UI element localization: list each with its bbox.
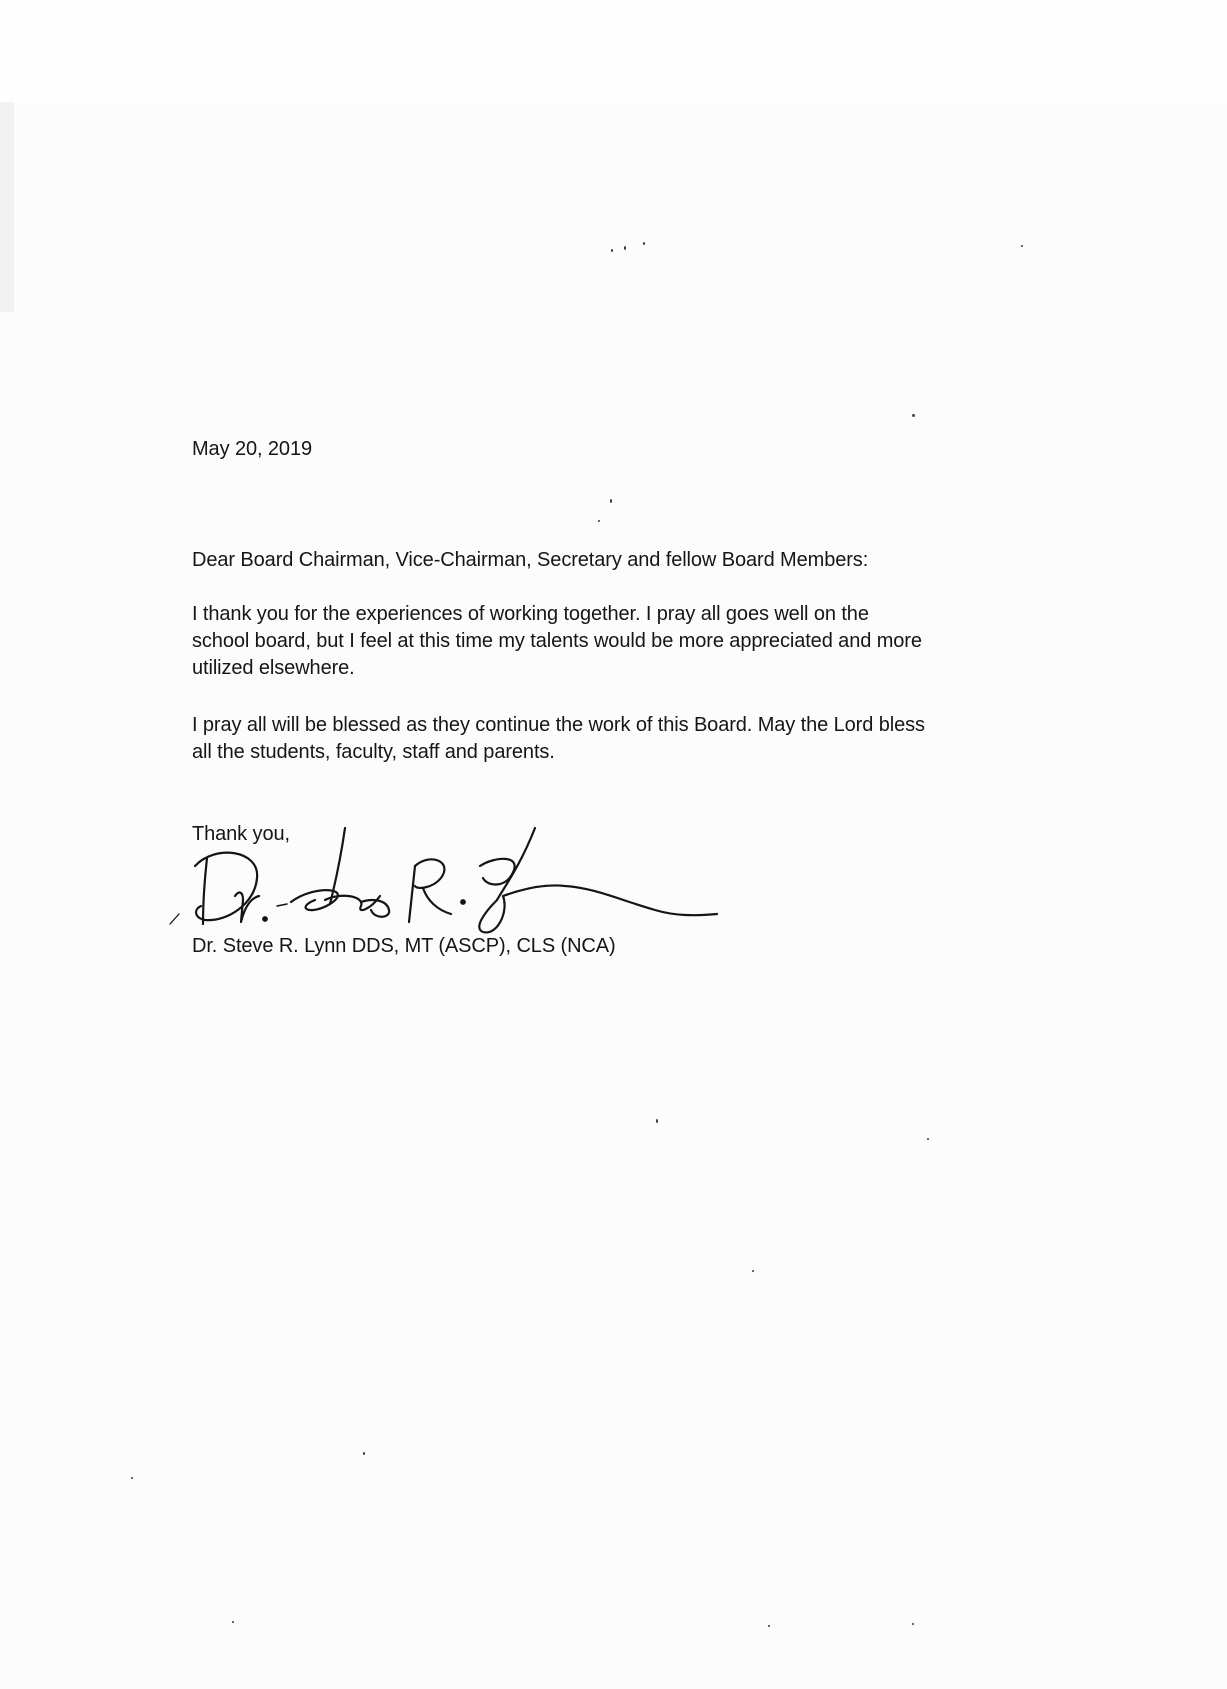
salutation: Dear Board Chairman, Vice-Chairman, Secretary and fellow Board Members: xyxy=(192,549,869,571)
scan-speck xyxy=(1021,245,1023,247)
scan-speck xyxy=(610,499,612,503)
scan-left-shadow xyxy=(0,102,14,312)
scan-speck xyxy=(912,414,915,417)
scan-speck xyxy=(768,1625,770,1627)
scan-speck xyxy=(927,1138,929,1140)
paragraph-1-line: school board, but I feel at this time my talents would be more appreciated and more xyxy=(192,630,922,652)
scan-top-margin xyxy=(0,0,1227,102)
paragraph-1-line: I thank you for the experiences of working together. I pray all goes well on the xyxy=(192,603,869,625)
handwritten-signature xyxy=(165,826,720,934)
paragraph-2 xyxy=(192,712,925,766)
letter-date: May 20, 2019 xyxy=(192,438,312,460)
scan-speck xyxy=(752,1270,754,1272)
scan-speck xyxy=(598,520,600,522)
scan-speck xyxy=(131,1477,133,1479)
scan-speck xyxy=(611,249,613,252)
paragraph-2-line: I pray all will be blessed as they continue the work of this Board. May the Lord bless xyxy=(192,714,925,736)
scan-speck xyxy=(912,1623,914,1625)
paragraph-2-line: all the students, faculty, staff and parents. xyxy=(192,741,555,763)
closing: Thank you, xyxy=(192,823,290,845)
scan-speck xyxy=(643,242,645,245)
scan-speck xyxy=(656,1119,658,1123)
paragraph-1 xyxy=(192,601,922,682)
scan-speck xyxy=(363,1452,365,1455)
scan-speck xyxy=(232,1621,234,1623)
scan-speck xyxy=(624,246,626,250)
paragraph-1-line: utilized elsewhere. xyxy=(192,657,355,679)
signer-name: Dr. Steve R. Lynn DDS, MT (ASCP), CLS (NCA) xyxy=(192,935,616,957)
